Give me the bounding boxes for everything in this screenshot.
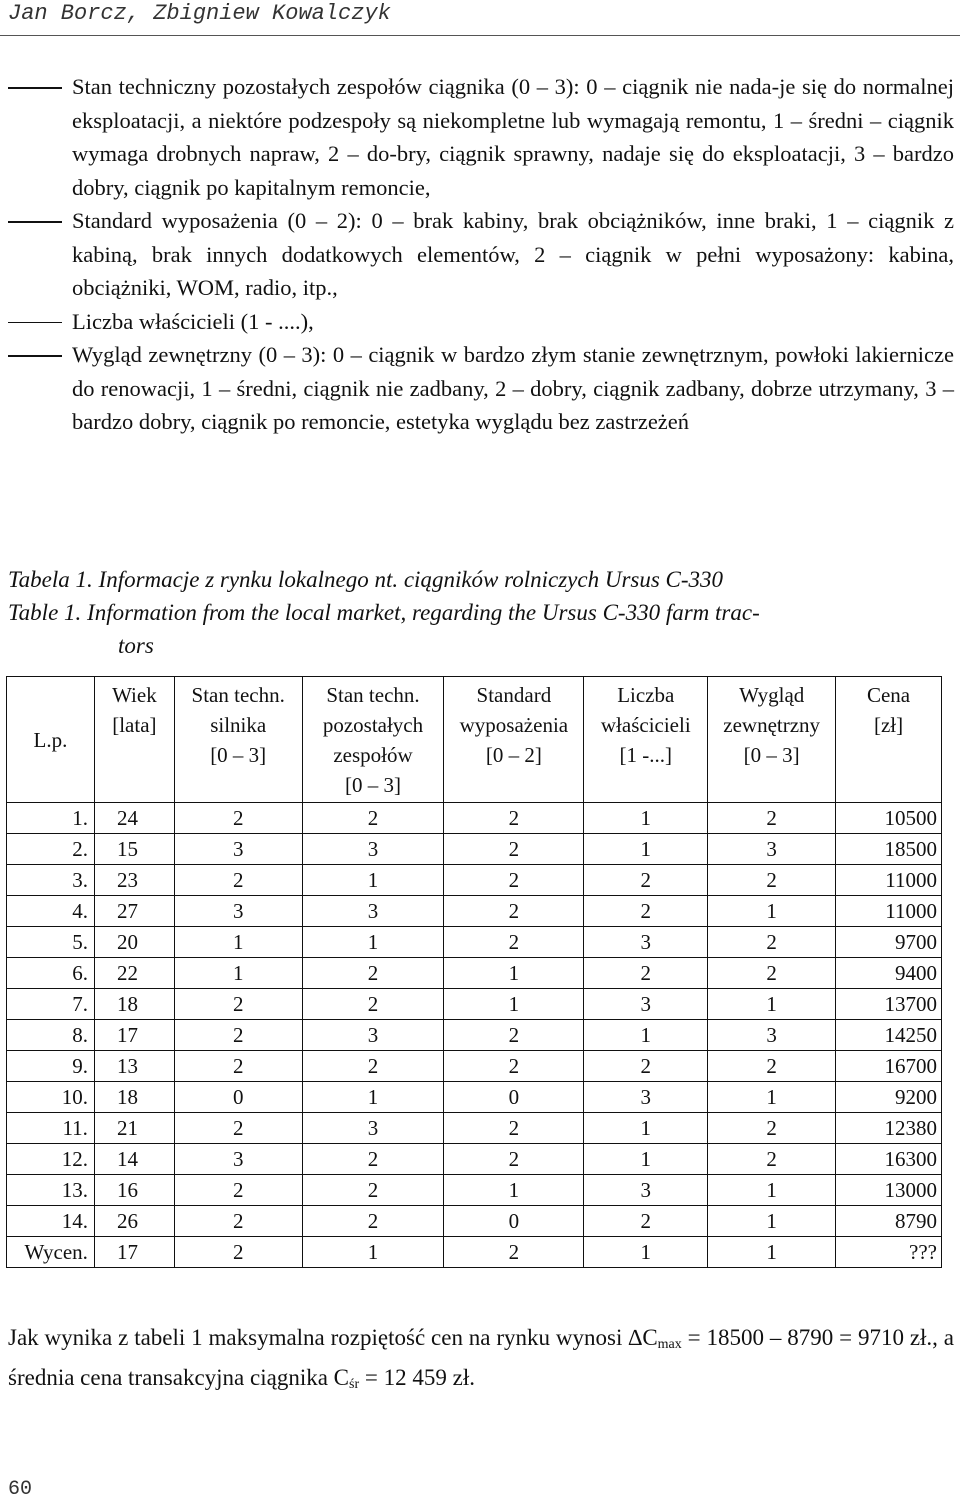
table-cell: 5. [7,927,95,958]
table-cell: 2 [444,896,584,927]
table-cell: 2 [584,958,708,989]
column-header [444,677,584,803]
conclusion-paragraph [8,1321,954,1401]
table-cell: 2 [174,803,302,834]
table-cell: 1 [174,927,302,958]
table-cell: 2 [174,1020,302,1051]
column-header-line: zewnętrzny [723,713,821,737]
table-cell: 20 [94,927,174,958]
table-cell: 2 [444,834,584,865]
table-row [7,1206,942,1237]
table-cell: 2 [444,927,584,958]
table-cell: 1 [584,1020,708,1051]
caption-english [8,596,954,662]
column-header-line: [zł] [873,713,904,737]
table-row [7,865,942,896]
table-cell: 12380 [836,1113,942,1144]
table-row [7,1113,942,1144]
table-cell: 11000 [836,865,942,896]
column-header-line: [lata] [112,713,157,737]
list-item-text: Liczba właścicieli (1 - ....), [72,308,314,334]
list-item [8,305,954,339]
table-cell: 2. [7,834,95,865]
running-head: Jan Borcz, Zbigniew Kowalczyk [8,1,391,26]
table-cell: 1 [302,1082,444,1113]
table-cell: 3 [708,1020,836,1051]
table-row [7,1020,942,1051]
list-item-text: Standard wyposażenia (0 – 2): 0 – brak kabiny, brak obciążników, inne braki, 1 – ciągnik z kabiną, brak innych dodatkowych elementów, 2 – ciągnik w pełni wyposażony: kabina, obciążniki, WOM, radio, itp., [72,208,954,300]
table-cell: 2 [708,1113,836,1144]
table-cell: 1 [584,803,708,834]
table-cell: 3 [302,1113,444,1144]
table-row [7,1144,942,1175]
caption-polish: Tabela 1. Informacje z rynku lokalnego nt. ciągników rolniczych Ursus C-330 [8,567,724,592]
table-cell: 16 [94,1175,174,1206]
table-cell: 0 [444,1206,584,1237]
table-cell: 18500 [836,834,942,865]
table-cell: 4. [7,896,95,927]
column-header [302,677,444,803]
table-cell: 13000 [836,1175,942,1206]
table-cell: 14 [94,1144,174,1175]
table-row [7,1051,942,1082]
table-cell: ??? [836,1237,942,1268]
table-cell: 18 [94,989,174,1020]
column-header-line: L.p. [33,728,68,752]
table-cell: 13 [94,1051,174,1082]
table-cell: 2 [302,1175,444,1206]
table-cell: 10. [7,1082,95,1113]
table-cell: 2 [708,865,836,896]
table-cell: 17 [94,1020,174,1051]
criteria-list [8,70,954,439]
table-cell: 3 [302,834,444,865]
table-cell: 2 [302,989,444,1020]
table-cell: 3 [302,896,444,927]
table-cell: 15 [94,834,174,865]
list-item-text: Stan techniczny pozostałych zespołów ciągnika (0 – 3): 0 – ciągnik nie nada-je się do normalnej eksploatacji, a niektóre podzespoły są niekompletne lub wymagają remontu, 1 – średni – ciągnik wymaga drobnych napraw, 2 – do-bry, ciągnik sprawny, nadaje się do eksploatacji, 3 – bardzo dobry, ciągnik po kapitalnym remoncie, [72,74,954,200]
table-cell: 1 [584,1237,708,1268]
column-header-line: [0 – 3] [344,773,401,797]
conclusion-text: = 12 459 zł. [359,1365,475,1390]
table-cell: 2 [708,803,836,834]
tractor-market-table [6,676,942,1268]
table-cell: 24 [94,803,174,834]
subscript-max: max [657,1337,682,1352]
column-header-line: Liczba [617,683,675,707]
table-cell: 3. [7,865,95,896]
table-row [7,803,942,834]
table-cell: 1. [7,803,95,834]
column-header [174,677,302,803]
table-cell: 3 [584,989,708,1020]
column-header-line: zespołów [333,743,413,767]
list-item-text: Wygląd zewnętrzny (0 – 3): 0 – ciągnik w bardzo złym stanie zewnętrznym, powłoki lakiernicze do renowacji, 1 – średni, ciągnik nie zadbany, 2 – dobry, ciągnik zadbany, dobrze utrzymany, 3 – bardzo dobry, ciągnik po remoncie, estetyka wyglądu bez zastrzeżeń [72,342,954,434]
table-cell: 2 [444,1113,584,1144]
table-cell: 2 [444,865,584,896]
column-header-line: Stan techn. [191,683,285,707]
table-cell: 2 [708,1144,836,1175]
table-cell: 2 [444,1237,584,1268]
table-cell: 18 [94,1082,174,1113]
table-cell: 2 [302,1144,444,1175]
table-cell: 1 [444,958,584,989]
table-cell: 6. [7,958,95,989]
table-header [7,677,942,803]
column-header [7,677,95,803]
table-cell: 1 [174,958,302,989]
table-cell: 1 [302,1237,444,1268]
table-cell: Wycen. [7,1237,95,1268]
table-cell: 2 [708,958,836,989]
table-cell: 1 [708,1206,836,1237]
column-header [584,677,708,803]
subscript-sr: śr [349,1377,360,1392]
table-cell: 16700 [836,1051,942,1082]
table-cell: 2 [302,1206,444,1237]
table-cell: 11000 [836,896,942,927]
table-cell: 3 [584,927,708,958]
column-header-line: [0 – 3] [743,743,800,767]
table-cell: 3 [708,834,836,865]
table-cell: 2 [708,927,836,958]
column-header-line: [0 – 2] [485,743,542,767]
conclusion-text: = 18500 – 8790 = 9710 zł., a średnia cena transakcyjna ciągnika C [8,1325,954,1390]
table-caption [8,563,954,662]
table-cell: 9400 [836,958,942,989]
table-cell: 2 [174,865,302,896]
table-cell: 2 [584,865,708,896]
table-cell: 1 [302,927,444,958]
table-cell: 2 [584,896,708,927]
table-cell: 8790 [836,1206,942,1237]
table-cell: 1 [708,1175,836,1206]
table-cell: 14. [7,1206,95,1237]
table-row [7,1082,942,1113]
table-row [7,1237,942,1268]
table-cell: 26 [94,1206,174,1237]
table-cell: 1 [444,1175,584,1206]
table-body [7,803,942,1268]
list-item [8,70,954,204]
table-cell: 9700 [836,927,942,958]
table-cell: 0 [174,1082,302,1113]
column-header-line: silnika [210,713,267,737]
table-cell: 1 [302,865,444,896]
table-cell: 1 [708,1082,836,1113]
table-cell: 12. [7,1144,95,1175]
table-cell: 2 [174,989,302,1020]
column-header-line: Stan techn. [326,683,420,707]
table-cell: 11. [7,1113,95,1144]
table-row [7,896,942,927]
table-cell: 13700 [836,989,942,1020]
conclusion-text: Jak wynika z tabeli 1 maksymalna rozpiętość cen na rynku wynosi [8,1325,629,1350]
column-header-line: właścicieli [600,713,691,737]
table-row [7,1175,942,1206]
table-cell: 10500 [836,803,942,834]
header-rule [0,35,960,36]
table-cell: 2 [708,1051,836,1082]
table-cell: 2 [444,1020,584,1051]
header-row [7,677,942,803]
table-cell: 2 [444,1144,584,1175]
delta-c-symbol: ∆C [628,1325,658,1350]
table-cell: 27 [94,896,174,927]
table-cell: 0 [444,1082,584,1113]
column-header-line: Wiek [112,683,157,707]
table-cell: 1 [708,989,836,1020]
table-cell: 1 [708,896,836,927]
table-cell: 3 [174,1144,302,1175]
table-cell: 3 [302,1020,444,1051]
table-cell: 2 [174,1113,302,1144]
column-header [94,677,174,803]
column-header [836,677,942,803]
table-cell: 3 [584,1175,708,1206]
table-cell: 9. [7,1051,95,1082]
table-cell: 2 [302,803,444,834]
caption-english-line1: Table 1. Information from the local market, regarding the Ursus C-330 farm trac- [8,600,760,625]
table-cell: 2 [302,1051,444,1082]
table-cell: 7. [7,989,95,1020]
table-cell: 3 [174,834,302,865]
table-cell: 2 [174,1237,302,1268]
table-cell: 22 [94,958,174,989]
column-header-line: Wygląd [739,683,805,707]
table-cell: 1 [708,1237,836,1268]
table-cell: 8. [7,1020,95,1051]
table-cell: 2 [174,1206,302,1237]
column-header-line: [0 – 3] [210,743,267,767]
column-header-line: pozostałych [322,713,424,737]
column-header [708,677,836,803]
table-cell: 14250 [836,1020,942,1051]
table-cell: 9200 [836,1082,942,1113]
table-cell: 23 [94,865,174,896]
table-cell: 1 [584,1144,708,1175]
table-cell: 2 [584,1206,708,1237]
column-header-line: [1 -...] [619,743,673,767]
table-cell: 2 [584,1051,708,1082]
table-cell: 1 [584,834,708,865]
table-cell: 2 [174,1051,302,1082]
table-cell: 2 [174,1175,302,1206]
page-number: 60 [8,1478,33,1501]
table-cell: 1 [444,989,584,1020]
table-row [7,927,942,958]
table-cell: 2 [302,958,444,989]
table-cell: 17 [94,1237,174,1268]
table-cell: 2 [444,803,584,834]
column-header-line: wyposażenia [459,713,569,737]
table-cell: 16300 [836,1144,942,1175]
table-cell: 1 [584,1113,708,1144]
list-item [8,204,954,305]
table-row [7,989,942,1020]
table-cell: 3 [584,1082,708,1113]
caption-english-line2: tors [118,633,154,658]
column-header-line: Standard [476,683,552,707]
column-header-line: Cena [866,683,911,707]
table-cell: 21 [94,1113,174,1144]
table-cell: 13. [7,1175,95,1206]
table-row [7,958,942,989]
table-cell: 2 [444,1051,584,1082]
table-cell: 3 [174,896,302,927]
list-item [8,338,954,439]
table-row [7,834,942,865]
